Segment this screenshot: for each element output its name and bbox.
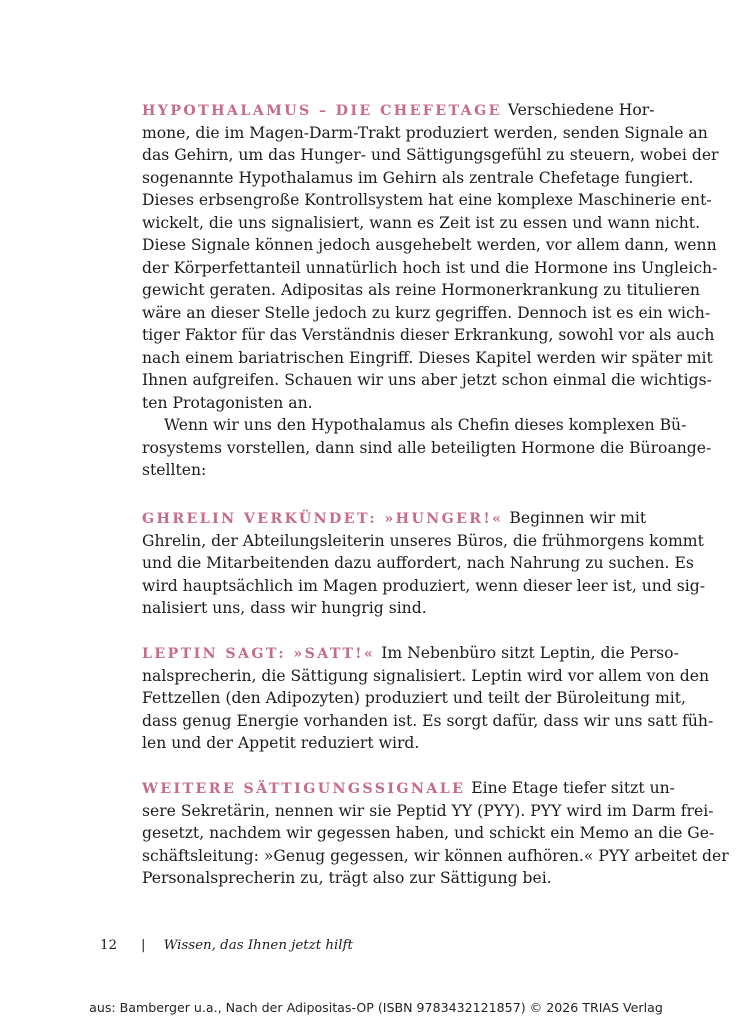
text-line: ten Protagonisten an. bbox=[142, 393, 313, 412]
text-line: Fettzellen (den Adipozyten) produziert und teilt der Büroleitung mit, bbox=[142, 689, 687, 707]
text-line: Diese Signale können jedoch ausgehebelt werden, vor allem dann, wenn bbox=[142, 236, 717, 254]
page-footer bbox=[100, 938, 353, 953]
text-line: Wenn wir uns den Hypothalamus als Chefin dieses komplexen Bü- bbox=[164, 416, 687, 434]
source-credit: aus: Bamberger u.a., Nach der Adipositas-OP (ISBN 9783432121857) © 2026 TRIAS Verlag bbox=[89, 1000, 663, 1015]
text-line: gesetzt, nachdem wir gegessen haben, und schickt ein Memo an die Ge- bbox=[142, 824, 715, 842]
running-title: Wissen, das Ihnen jetzt hilft bbox=[163, 938, 353, 953]
text-line: GHRELIN VERKÜNDET: »HUNGER!« Beginnen wir mit bbox=[142, 509, 647, 527]
text-line: nalsprecherin, die Sättigung signalisiert. Leptin wird vor allem von den bbox=[142, 666, 710, 685]
text-line: mone, die im Magen-Darm-Trakt produziert werden, senden Signale an bbox=[142, 123, 708, 142]
footer-separator: | bbox=[141, 938, 146, 953]
section-heading: GHRELIN VERKÜNDET: »HUNGER!« bbox=[142, 511, 504, 527]
text-line: und die Mitarbeitenden dazu auffordert, nach Nahrung zu suchen. Es bbox=[142, 554, 694, 572]
section-heading: HYPOTHALAMUS – DIE CHEFETAGE bbox=[142, 103, 502, 119]
text-line: nach einem bariatrischen Eingriff. Dieses Kapitel werden wir später mit bbox=[142, 348, 713, 367]
text-line: stellten: bbox=[142, 461, 207, 479]
text-line: Personalsprecherin zu, trägt also zur Sättigung bei. bbox=[142, 869, 552, 887]
text-line: Ihnen aufgreifen. Schauen wir uns aber jetzt schon einmal die wichtigs- bbox=[142, 371, 712, 389]
text-line: das Gehirn, um das Hunger- und Sättigungsgefühl zu steuern, wobei der bbox=[142, 146, 719, 164]
text-line: WEITERE SÄTTIGUNGSSIGNALE Eine Etage tiefer sitzt un- bbox=[142, 779, 675, 797]
text-line: sogenannte Hypothalamus im Gehirn als zentrale Chefetage fungiert. bbox=[142, 168, 694, 187]
section-hypothalamus bbox=[142, 99, 719, 482]
text-line: schäftsleitung: »Genug gegessen, wir können aufhören.« PYY arbeitet der bbox=[142, 846, 729, 865]
section-heading: LEPTIN SAGT: »SATT!« bbox=[142, 646, 376, 662]
text-line: HYPOTHALAMUS – DIE CHEFETAGE Verschiedene Hor- bbox=[142, 101, 655, 119]
text-line: gewicht geraten. Adipositas als reine Hormonerkrankung zu titulieren bbox=[142, 281, 700, 299]
text-line: wäre an dieser Stelle jedoch zu kurz gegriffen. Dennoch ist es ein wich- bbox=[142, 303, 711, 322]
text-line: Ghrelin, der Abteilungsleiterin unseres Büros, die frühmorgens kommt bbox=[142, 531, 704, 550]
text-line: rosystems vorstellen, dann sind alle beteiligten Hormone die Büroange- bbox=[142, 438, 712, 457]
text-line: wird hauptsächlich im Magen produziert, wenn dieser leer ist, und sig- bbox=[142, 576, 706, 595]
text-line: nalisiert uns, dass wir hungrig sind. bbox=[142, 599, 427, 617]
text-line: dass genug Energie vorhanden ist. Es sorgt dafür, dass wir uns satt füh- bbox=[142, 711, 714, 730]
section-weitere-saettigungssignale bbox=[142, 777, 729, 890]
text-line: wickelt, die uns signalisiert, wann es Zeit ist zu essen und wann nicht. bbox=[142, 213, 701, 232]
section-heading: WEITERE SÄTTIGUNGSSIGNALE bbox=[142, 781, 466, 797]
section-ghrelin bbox=[142, 507, 706, 620]
text-line: tiger Faktor für das Verständnis dieser Erkrankung, sowohl vor als auch bbox=[142, 326, 715, 344]
section-leptin bbox=[142, 642, 714, 755]
text-line: Dieses erbsengroße Kontrollsystem hat eine komplexe Maschinerie ent- bbox=[142, 191, 712, 209]
text-line: sere Sekretärin, nennen wir sie Peptid YY (PYY). PYY wird im Darm frei- bbox=[142, 801, 714, 820]
text-line: len und der Appetit reduziert wird. bbox=[142, 734, 420, 752]
text-line: der Körperfettanteil unnatürlich hoch ist und die Hormone ins Ungleich- bbox=[142, 258, 718, 277]
page-number: 12 bbox=[100, 938, 118, 953]
text-line: LEPTIN SAGT: »SATT!« Im Nebenbüro sitzt Leptin, die Perso- bbox=[142, 644, 679, 662]
